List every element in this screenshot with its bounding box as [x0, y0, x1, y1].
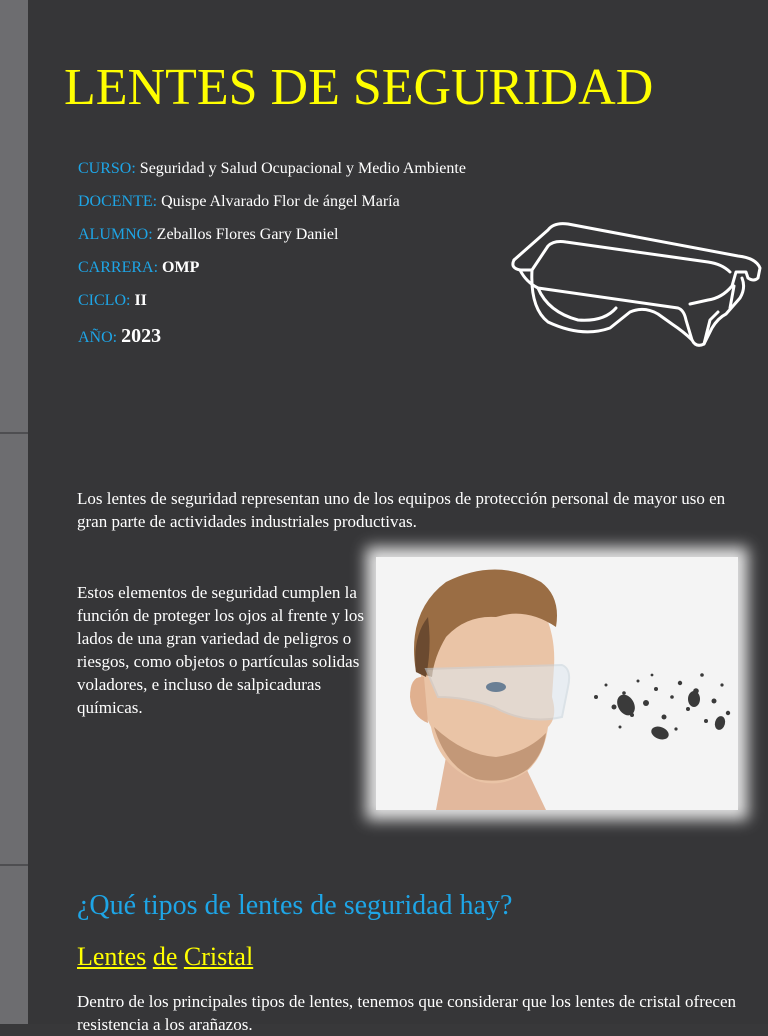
section-heading: ¿Qué tipos de lentes de seguridad hay? [77, 890, 513, 921]
safety-goggles-icon [508, 212, 766, 354]
info-label: CURSO: [78, 160, 136, 177]
sidebar-divider [0, 432, 28, 434]
crystal-paragraph: Dentro de los principales tipos de lentes, tenemos que considerar que los lentes de cristal ofrecen resistencia a los arañazos. [77, 992, 737, 1034]
info-value: 2023 [121, 325, 162, 347]
subheading-word: Cristal [183, 942, 254, 971]
info-label: DOCENTE: [78, 193, 158, 210]
info-course [78, 160, 466, 193]
info-value: II [134, 292, 147, 309]
info-year [78, 325, 466, 358]
info-value: Quispe Alvarado Flor de ángel María [161, 193, 400, 210]
page-title: LENTES DE SEGURIDAD [64, 59, 654, 116]
sidebar-divider [0, 864, 28, 866]
info-career [78, 259, 466, 292]
subheading-crystal-lenses [77, 942, 253, 972]
info-block [78, 160, 466, 358]
info-label: CARRERA: [78, 259, 159, 276]
document-page [28, 0, 768, 1034]
info-label: CICLO: [78, 292, 131, 309]
left-sidebar [0, 0, 28, 1024]
man-with-goggles-photo [376, 557, 738, 810]
info-label: AÑO: [78, 329, 118, 346]
intro-paragraph: Los lentes de seguridad representan uno de los equipos de protección personal de mayor uso en gran parte de actividades industriales productivas. [77, 489, 726, 531]
info-value: Zeballos Flores Gary Daniel [156, 226, 339, 243]
info-student [78, 226, 466, 259]
info-teacher [78, 193, 466, 226]
subheading-word: Lentes [77, 942, 147, 971]
function-paragraph: Estos elementos de seguridad cumplen la función de proteger los ojos al frente y los lados de una gran variedad de peligros o riesgos, como objetos o partículas solidas voladores, e incluso de salpicaduras químicas. [77, 583, 365, 717]
info-label: ALUMNO: [78, 226, 153, 243]
info-value: OMP [162, 259, 200, 276]
info-cycle [78, 292, 466, 325]
info-value: Seguridad y Salud Ocupacional y Medio Ambiente [139, 160, 466, 177]
subheading-word: de [152, 942, 178, 971]
